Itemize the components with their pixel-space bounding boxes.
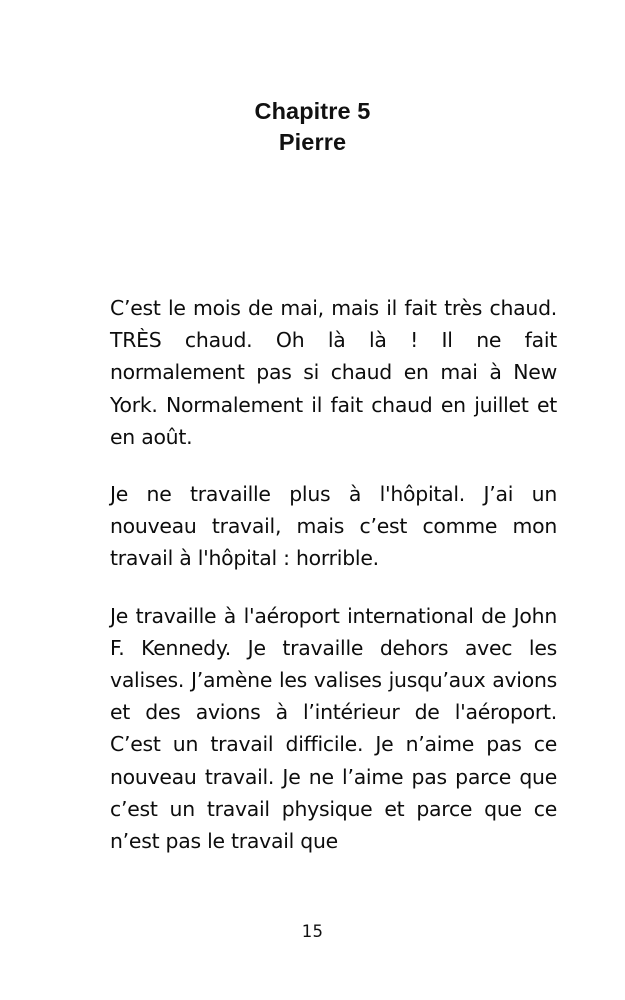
paragraph-3: Je travaille à l'aéroport international de John F. Kennedy. Je travaille dehors avec les valises. J’amène les valises jusqu’aux avions et des avions à l’intérieur de l'aéroport. C’est un travail difficile. Je n’aime pas ce nouveau travail. Je ne l’aime pas parce que c’est un travail physique et parce que ce n’est pas le travail que — [110, 603, 557, 854]
chapter-title: Pierre — [278, 129, 347, 155]
page-number: 15 — [301, 922, 324, 941]
chapter-number: Chapitre 5 — [254, 98, 371, 124]
chapter-heading — [0, 96, 625, 158]
body-text-block — [110, 292, 557, 857]
paragraph-2: Je ne travaille plus à l'hôpital. J’ai un nouveau travail, mais c’est comme mon travail à l'hôpital : horrible. — [110, 482, 557, 571]
paragraph-1: C’est le mois de mai, mais il fait très chaud. TRÈS chaud. Oh là là ! Il ne fait normalement pas si chaud en mai à New York. Normalement il fait chaud en juillet et en août. — [110, 296, 557, 449]
